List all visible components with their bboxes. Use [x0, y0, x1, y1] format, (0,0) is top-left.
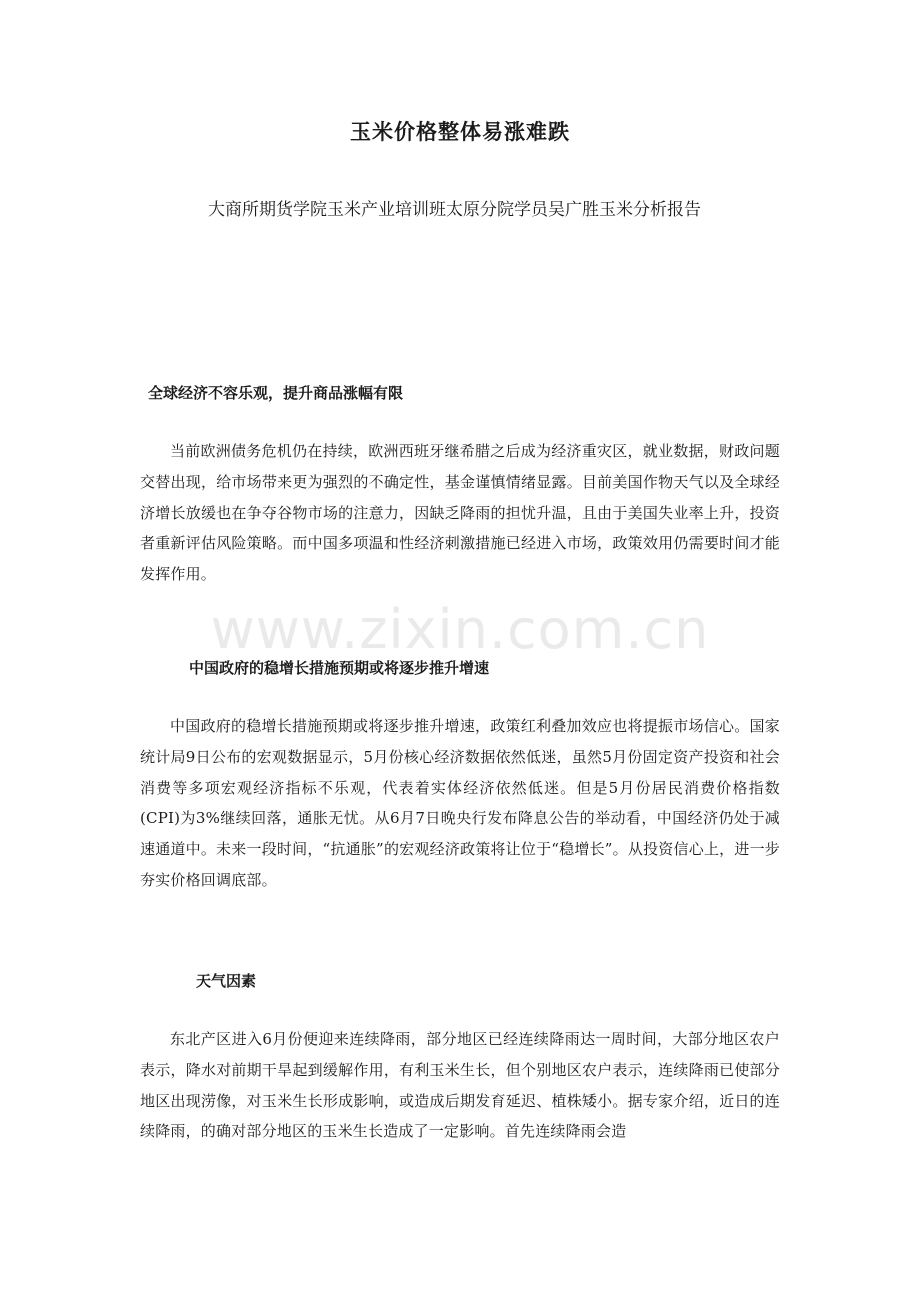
- section-heading-global-economy: 全球经济不容乐观，提升商品涨幅有限: [148, 384, 404, 402]
- section-paragraph-china-growth: 中国政府的稳增长措施预期或将逐步推升增速，政策红利叠加效应也将提振市场信心。国家统计局9日公布的宏观数据显示，5月份核心经济数据依然低迷，虽然5月份固定资产投资和社会消费等多项宏观经济指标不乐观，代表着实体经济依然低迷。但是5月份居民消费价格指数(CPI)为3%继续回落，通胀无忧。从6月7日晚央行发布降息公告的举动看，中国经济仍处于减速通道中。未来一段时间，“抗通胀”的宏观经济政策将让位于“稳增长”。从投资信心上，进一步夯实价格回调底部。: [140, 717, 780, 889]
- section-paragraph-weather: 东北产区进入6月份便迎来连续降雨，部分地区已经连续降雨达一周时间，大部分地区农户表示，降水对前期干旱起到缓解作用，有利玉米生长，但个别地区农户表示，连续降雨已使部分地区出现涝像，对玉米生长形成影响，或造成后期发育延迟、植株矮小。据专家介绍，近日的连续降雨，的确对部分地区的玉米生长造成了一定影响。首先连续降雨会造: [140, 1030, 780, 1141]
- document-subtitle: 大商所期货学院玉米产业培训班太原分院学员吴广胜玉米分析报告: [208, 200, 701, 220]
- watermark: www.zixin.com.cn: [210, 598, 710, 661]
- document-title: 玉米价格整体易涨难跌: [350, 120, 570, 144]
- section-paragraph-global-economy: 当前欧洲债务危机仍在持续，欧洲西班牙继希腊之后成为经济重灾区，就业数据，财政问题交替出现，给市场带来更为强烈的不确定性，基金谨慎情绪显露。目前美国作物天气以及全球经济增长放缓也在争夺谷物市场的注意力，因缺乏降雨的担忧升温，且由于美国失业率上升，投资者重新评估风险策略。而中国多项温和性经济刺激措施已经进入市场，政策效用仍需要时间才能发挥作用。: [140, 442, 780, 584]
- section-heading-weather: 天气因素: [196, 972, 257, 990]
- section-heading-china-growth: 中国政府的稳增长措施预期或将逐步推升增速: [189, 659, 490, 677]
